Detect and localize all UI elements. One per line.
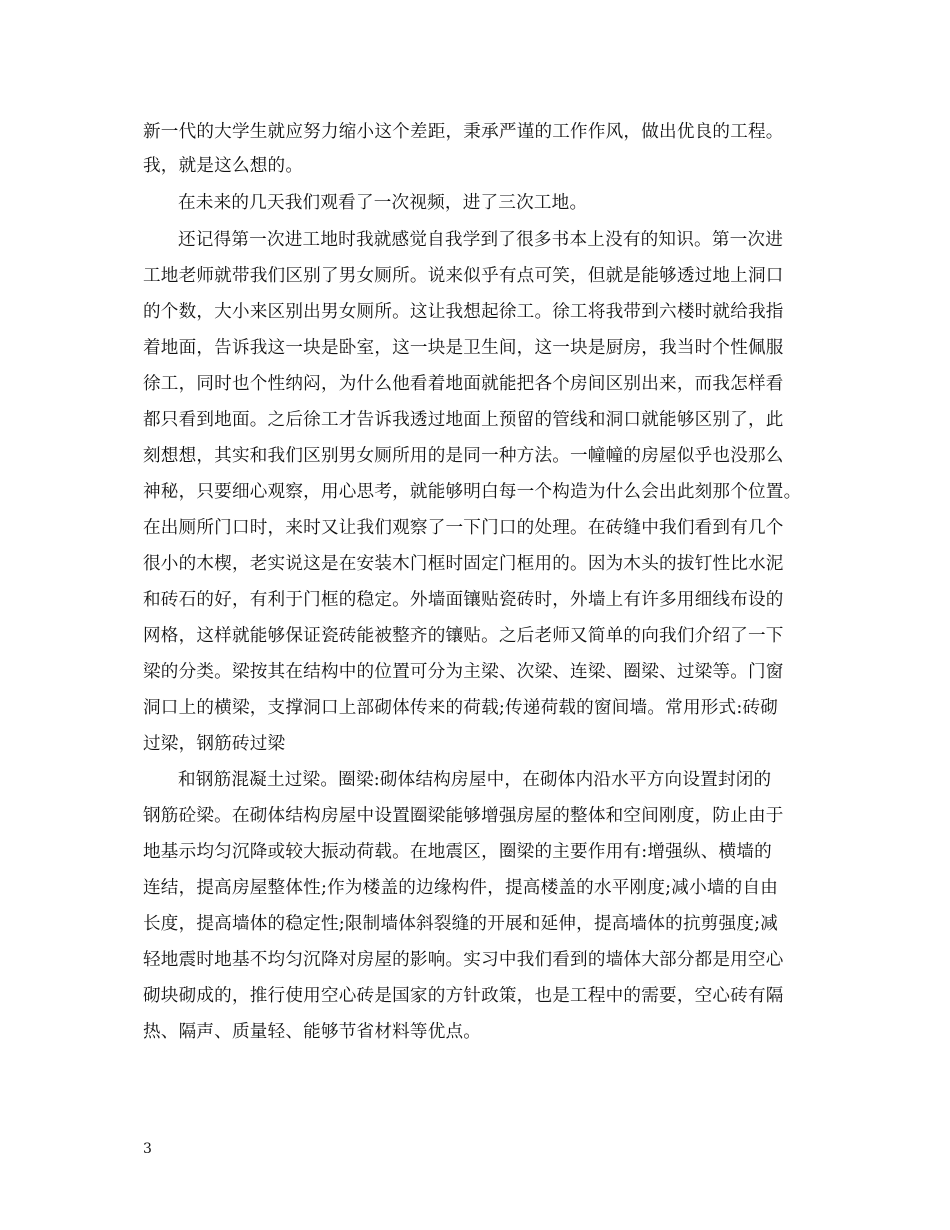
text-line: 很小的木楔，老实说这是在安装木门框时固定门框用的。因为木头的拔钉性比水泥 xyxy=(143,554,784,574)
text-line: 在未来的几天我们观看了一次视频，进了三次工地。 xyxy=(178,193,588,213)
text-line: 洞口上的横梁，支撑洞口上部砌体传来的荷载;传递荷载的窗间墙。常用形式:砖砌 xyxy=(143,698,779,718)
text-line: 钢筋砼梁。在砌体结构房屋中设置圈梁能够增强房屋的整体和空间刚度，防止由于 xyxy=(143,806,784,826)
text-line: 热、隔声、质量轻、能够节省材料等优点。 xyxy=(143,1022,482,1042)
text-line: 刻想想，其实和我们区别男女厕所用的是同一种方法。一幢幢的房屋似乎也没那么 xyxy=(143,446,784,466)
text-line: 地基示均匀沉降或较大振动荷载。在地震区，圈梁的主要作用有:增强纵、横墙的 xyxy=(143,842,772,862)
text-line: 网格，这样就能够保证瓷砖能被整齐的镶贴。之后老师又简单的向我们介绍了一下 xyxy=(143,626,784,646)
text-line: 梁的分类。梁按其在结构中的位置可分为主梁、次梁、连梁、圈梁、过梁等。门窗 xyxy=(143,662,784,682)
text-line: 工地老师就带我们区别了男女厕所。说来似乎有点可笑，但就是能够透过地上洞口 xyxy=(143,266,784,286)
text-line: 着地面，告诉我这一块是卧室，这一块是卫生间，这一块是厨房，我当时个性佩服 xyxy=(143,338,784,358)
page-number: 3 xyxy=(143,1141,152,1157)
text-line: 砌块砌成的，推行使用空心砖是国家的方针政策，也是工程中的需要，空心砖有隔 xyxy=(143,986,784,1006)
text-line: 过梁，钢筋砖过梁 xyxy=(143,734,286,754)
text-line: 在出厕所门口时，来时又让我们观察了一下门口的处理。在砖缝中我们看到有几个 xyxy=(143,518,784,538)
text-line: 和钢筋混凝土过梁。圈梁:砌体结构房屋中，在砌体内沿水平方向设置封闭的 xyxy=(178,770,772,790)
text-line: 的个数，大小来区别出男女厕所。这让我想起徐工。徐工将我带到六楼时就给我指 xyxy=(143,302,784,322)
text-line: 徐工，同时也个性纳闷，为什么他看着地面就能把各个房间区别出来，而我怎样看 xyxy=(143,374,784,394)
text-line: 我，就是这么想的。 xyxy=(143,156,304,176)
text-line: 神秘，只要细心观察，用心思考，就能够明白每一个构造为什么会出此刻那个位置。 xyxy=(143,482,802,502)
text-line: 都只看到地面。之后徐工才告诉我透过地面上预留的管线和洞口就能够区别了，此 xyxy=(143,410,784,430)
text-line: 轻地震时地基不均匀沉降对房屋的影响。实习中我们看到的墙体大部分都是用空心 xyxy=(143,950,784,970)
text-line: 还记得第一次进工地时我就感觉自我学到了很多书本上没有的知识。第一次进 xyxy=(178,230,783,250)
text-line: 长度，提高墙体的稳定性;限制墙体斜裂缝的开展和延伸，提高墙体的抗剪强度;减 xyxy=(143,914,779,934)
text-line: 连结，提高房屋整体性;作为楼盖的边缘构件，提高楼盖的水平刚度;减小墙的自由 xyxy=(143,878,779,898)
text-line: 和砖石的好，有利于门框的稳定。外墙面镶贴瓷砖时，外墙上有许多用细线布设的 xyxy=(143,590,784,610)
text-line: 新一代的大学生就应努力缩小这个差距，秉承严谨的工作作风，做出优良的工程。 xyxy=(143,122,784,142)
